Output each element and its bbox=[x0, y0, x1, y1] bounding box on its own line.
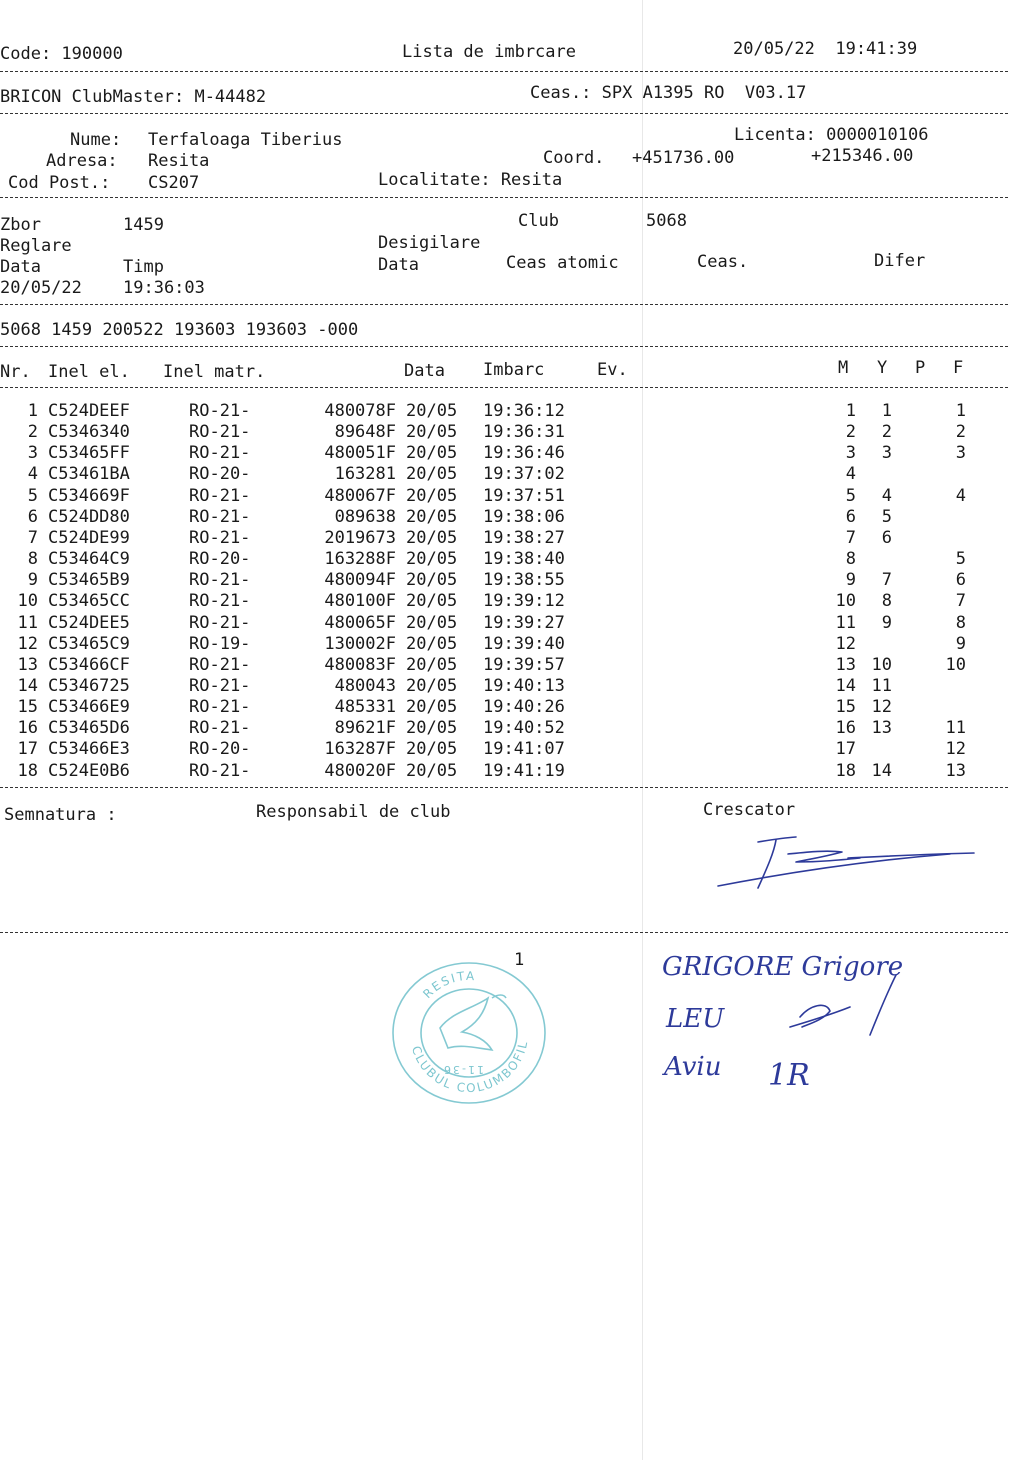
row-inel-el: C53461BA bbox=[48, 464, 130, 485]
row-inel-matr: 480083F bbox=[324, 654, 396, 675]
handwritten-line-2: LEU bbox=[666, 1004, 725, 1034]
row-date: 20/05 bbox=[406, 506, 458, 527]
row-matr-prefix: RO-21- bbox=[189, 485, 251, 506]
row-matr-prefix: RO-21- bbox=[189, 570, 251, 591]
row-inel-el: C53465D6 bbox=[48, 718, 130, 739]
row-nr: 15 bbox=[17, 697, 38, 718]
row-inel-el: C524E0B6 bbox=[48, 760, 130, 781]
row-time: 19:38:06 bbox=[483, 506, 565, 527]
difer-label: Difer bbox=[874, 251, 926, 271]
divider bbox=[0, 113, 1008, 114]
row-time: 19:40:13 bbox=[483, 675, 565, 696]
row-f: 1 bbox=[955, 401, 966, 421]
row-m: 15 bbox=[835, 697, 856, 718]
row-time: 19:38:40 bbox=[483, 549, 565, 570]
row-m: 17 bbox=[835, 739, 856, 760]
row-date: 20/05 bbox=[406, 654, 458, 675]
table-row bbox=[0, 486, 1000, 507]
divider bbox=[0, 197, 1008, 198]
owner-name: Terfaloaga Tiberius bbox=[148, 130, 343, 150]
license-number: Licenta: 0000010106 bbox=[734, 125, 929, 145]
data-label: Data bbox=[0, 257, 41, 277]
table-row bbox=[0, 422, 1000, 443]
col-imbarc: Imbarc bbox=[483, 360, 545, 380]
row-inel-el: C53465CC bbox=[48, 591, 130, 612]
row-date: 20/05 bbox=[406, 570, 458, 591]
row-m: 7 bbox=[845, 527, 856, 548]
row-f: 8 bbox=[955, 612, 966, 633]
reglare-label: Reglare bbox=[0, 236, 72, 256]
row-inel-matr: 480020F bbox=[324, 760, 396, 781]
row-time: 19:36:31 bbox=[483, 422, 565, 443]
handwritten-line-1: GRIGORE Grigore bbox=[662, 952, 904, 982]
code-label: Code: 190000 bbox=[0, 44, 123, 64]
print-datetime: 20/05/22 19:41:39 bbox=[733, 39, 918, 59]
col-y: Y bbox=[877, 358, 888, 378]
row-inel-el: C524DD80 bbox=[48, 506, 130, 527]
row-time: 19:39:12 bbox=[483, 591, 565, 612]
col-m: M bbox=[838, 358, 849, 378]
row-y: 7 bbox=[881, 570, 892, 591]
postal-code: CS207 bbox=[148, 173, 200, 193]
row-matr-prefix: RO-20- bbox=[189, 464, 251, 485]
row-m: 9 bbox=[845, 570, 856, 591]
table-row bbox=[0, 591, 1000, 612]
row-m: 16 bbox=[835, 718, 856, 739]
row-inel-el: C5346340 bbox=[48, 422, 130, 443]
row-date: 20/05 bbox=[406, 697, 458, 718]
row-m: 6 bbox=[845, 506, 856, 527]
row-nr: 1 bbox=[27, 401, 38, 421]
row-y: 2 bbox=[881, 422, 892, 443]
row-f: 3 bbox=[955, 443, 966, 464]
row-y: 13 bbox=[871, 718, 892, 739]
table-row bbox=[0, 401, 1000, 422]
table-row bbox=[0, 464, 1000, 485]
row-date: 20/05 bbox=[406, 739, 458, 760]
row-matr-prefix: RO-19- bbox=[189, 633, 251, 654]
row-time: 19:36:12 bbox=[483, 401, 565, 421]
row-matr-prefix: RO-21- bbox=[189, 612, 251, 633]
row-inel-el: C53466E9 bbox=[48, 697, 130, 718]
row-y: 10 bbox=[871, 654, 892, 675]
row-inel-el: C53466E3 bbox=[48, 739, 130, 760]
col-nr: Nr. bbox=[0, 362, 31, 382]
row-matr-prefix: RO-21- bbox=[189, 718, 251, 739]
postal-label: Cod Post.: bbox=[8, 173, 111, 193]
row-inel-matr: 480100F bbox=[324, 591, 396, 612]
row-matr-prefix: RO-21- bbox=[189, 506, 251, 527]
row-f: 12 bbox=[945, 739, 966, 760]
row-date: 20/05 bbox=[406, 718, 458, 739]
coord-longitude: +215346.00 bbox=[811, 146, 914, 166]
row-inel-matr: 89648F bbox=[334, 422, 396, 443]
row-inel-el: C53465B9 bbox=[48, 570, 130, 591]
row-time: 19:39:40 bbox=[483, 633, 565, 654]
row-m: 10 bbox=[835, 591, 856, 612]
row-date: 20/05 bbox=[406, 464, 458, 485]
table-row bbox=[0, 570, 1000, 591]
row-matr-prefix: RO-21- bbox=[189, 760, 251, 781]
row-time: 19:40:26 bbox=[483, 697, 565, 718]
table-row bbox=[0, 528, 1000, 549]
row-nr: 4 bbox=[27, 464, 38, 485]
row-inel-matr: 485331 bbox=[334, 697, 396, 718]
responsabil-label: Responsabil de club bbox=[256, 802, 451, 822]
row-inel-el: C524DE99 bbox=[48, 527, 130, 548]
row-y: 8 bbox=[881, 591, 892, 612]
row-inel-matr: 163288F bbox=[324, 549, 396, 570]
table-row bbox=[0, 676, 1000, 697]
col-data: Data bbox=[404, 361, 445, 381]
table-row bbox=[0, 443, 1000, 464]
row-inel-matr: 89621F bbox=[334, 718, 396, 739]
table-row bbox=[0, 507, 1000, 528]
row-date: 20/05 bbox=[406, 612, 458, 633]
row-nr: 17 bbox=[17, 739, 38, 760]
row-date: 20/05 bbox=[406, 549, 458, 570]
row-date: 20/05 bbox=[406, 675, 458, 696]
row-matr-prefix: RO-21- bbox=[189, 591, 251, 612]
row-time: 19:36:46 bbox=[483, 443, 565, 464]
clock-id: Ceas.: SPX A1395 RO V03.17 bbox=[530, 83, 807, 103]
row-inel-el: C524DEEF bbox=[48, 401, 130, 421]
divider bbox=[0, 932, 1008, 933]
data-label-2: Data bbox=[378, 255, 419, 275]
row-matr-prefix: RO-21- bbox=[189, 422, 251, 443]
coord-label: Coord. bbox=[543, 148, 605, 168]
row-inel-matr: 480078F bbox=[324, 401, 396, 421]
row-y: 5 bbox=[881, 506, 892, 527]
row-y: 11 bbox=[871, 675, 892, 696]
row-inel-matr: 480094F bbox=[324, 570, 396, 591]
row-nr: 9 bbox=[27, 570, 38, 591]
row-y: 3 bbox=[881, 443, 892, 464]
row-time: 19:39:57 bbox=[483, 654, 565, 675]
col-inel-el: Inel el. bbox=[48, 362, 130, 382]
row-matr-prefix: RO-20- bbox=[189, 549, 251, 570]
desigilare-label: Desigilare bbox=[378, 233, 481, 253]
row-inel-matr: 163281 bbox=[334, 464, 396, 485]
row-nr: 6 bbox=[27, 506, 38, 527]
club-number: 5068 bbox=[646, 211, 687, 231]
col-ev: Ev. bbox=[597, 360, 628, 380]
row-f: 6 bbox=[955, 570, 966, 591]
row-date: 20/05 bbox=[406, 527, 458, 548]
row-matr-prefix: RO-21- bbox=[189, 401, 251, 421]
row-m: 18 bbox=[835, 760, 856, 781]
row-date: 20/05 bbox=[406, 401, 458, 421]
row-time: 19:39:27 bbox=[483, 612, 565, 633]
row-time: 19:37:51 bbox=[483, 485, 565, 506]
row-nr: 8 bbox=[27, 549, 38, 570]
row-date: 20/05 bbox=[406, 633, 458, 654]
row-nr: 13 bbox=[17, 654, 38, 675]
club-stamp bbox=[388, 958, 550, 1108]
document-title: Lista de imbrcare bbox=[402, 42, 576, 62]
row-nr: 16 bbox=[17, 718, 38, 739]
stamp-top-text: RESITA bbox=[420, 968, 477, 1002]
locality: Localitate: Resita bbox=[378, 170, 563, 190]
divider bbox=[0, 71, 1008, 72]
system-id: BRICON ClubMaster: M-44482 bbox=[0, 87, 267, 107]
zbor-label: Zbor bbox=[0, 215, 41, 235]
row-m: 8 bbox=[845, 549, 856, 570]
row-nr: 11 bbox=[17, 612, 38, 633]
row-f: 11 bbox=[945, 718, 966, 739]
row-matr-prefix: RO-21- bbox=[189, 443, 251, 464]
table-row bbox=[0, 655, 1000, 676]
reglare-date: 20/05/22 bbox=[0, 278, 82, 298]
code-line: 5068 1459 200522 193603 193603 -000 bbox=[0, 320, 359, 340]
row-f: 7 bbox=[955, 591, 966, 612]
row-matr-prefix: RO-21- bbox=[189, 527, 251, 548]
zbor-number: 1459 bbox=[123, 215, 164, 235]
handwritten-note bbox=[650, 935, 980, 1105]
row-m: 5 bbox=[845, 485, 856, 506]
row-m: 11 bbox=[835, 612, 856, 633]
row-y: 12 bbox=[871, 697, 892, 718]
row-nr: 18 bbox=[17, 760, 38, 781]
row-m: 13 bbox=[835, 654, 856, 675]
row-date: 20/05 bbox=[406, 422, 458, 443]
row-inel-matr: 480067F bbox=[324, 485, 396, 506]
row-inel-el: C534669F bbox=[48, 485, 130, 506]
name-label: Nume: bbox=[70, 130, 122, 150]
table-row bbox=[0, 718, 1000, 739]
row-f: 9 bbox=[955, 633, 966, 654]
col-f: F bbox=[953, 358, 964, 378]
row-inel-el: C53465FF bbox=[48, 443, 130, 464]
row-inel-matr: 130002F bbox=[324, 633, 396, 654]
row-nr: 12 bbox=[17, 633, 38, 654]
row-inel-matr: 480051F bbox=[324, 443, 396, 464]
row-f: 5 bbox=[955, 549, 966, 570]
divider bbox=[0, 346, 1008, 347]
row-m: 14 bbox=[835, 675, 856, 696]
col-p: P bbox=[915, 358, 926, 378]
table-row bbox=[0, 549, 1000, 570]
row-m: 3 bbox=[845, 443, 856, 464]
table-row bbox=[0, 613, 1000, 634]
reglare-time: 19:36:03 bbox=[123, 278, 205, 298]
handwritten-mark: 1R bbox=[768, 1058, 810, 1093]
row-f: 10 bbox=[945, 654, 966, 675]
row-time: 19:41:07 bbox=[483, 739, 565, 760]
timp-label: Timp bbox=[123, 257, 164, 277]
address-label: Adresa: bbox=[46, 151, 118, 171]
row-inel-matr: 480043 bbox=[334, 675, 396, 696]
row-nr: 10 bbox=[17, 591, 38, 612]
row-inel-matr: 089638 bbox=[334, 506, 396, 527]
row-inel-el: C5346725 bbox=[48, 675, 130, 696]
handwritten-line-3: Aviu bbox=[664, 1052, 722, 1082]
ceas-atomic-label: Ceas atomic bbox=[506, 253, 619, 273]
row-nr: 5 bbox=[27, 485, 38, 506]
row-date: 20/05 bbox=[406, 591, 458, 612]
row-time: 19:38:27 bbox=[483, 527, 565, 548]
col-inel-matr: Inel matr. bbox=[163, 362, 266, 382]
semnatura-label: Semnatura : bbox=[4, 805, 117, 825]
row-y: 1 bbox=[881, 401, 892, 421]
table-row bbox=[0, 697, 1000, 718]
crescator-signature bbox=[700, 830, 990, 900]
divider bbox=[0, 304, 1008, 305]
row-inel-el: C53464C9 bbox=[48, 549, 130, 570]
row-y: 6 bbox=[881, 527, 892, 548]
ceas-label: Ceas. bbox=[697, 252, 749, 272]
divider bbox=[0, 787, 1008, 788]
row-time: 19:40:52 bbox=[483, 718, 565, 739]
club-label: Club bbox=[518, 211, 559, 231]
row-inel-el: C524DEE5 bbox=[48, 612, 130, 633]
row-m: 1 bbox=[845, 401, 856, 421]
row-time: 19:37:02 bbox=[483, 464, 565, 485]
row-time: 19:38:55 bbox=[483, 570, 565, 591]
row-inel-el: C53466CF bbox=[48, 654, 130, 675]
row-date: 20/05 bbox=[406, 485, 458, 506]
row-m: 2 bbox=[845, 422, 856, 443]
owner-address: Resita bbox=[148, 151, 210, 171]
table-row bbox=[0, 634, 1000, 655]
row-date: 20/05 bbox=[406, 760, 458, 781]
row-date: 20/05 bbox=[406, 443, 458, 464]
row-nr: 3 bbox=[27, 443, 38, 464]
row-inel-matr: 480065F bbox=[324, 612, 396, 633]
row-matr-prefix: RO-21- bbox=[189, 697, 251, 718]
row-y: 14 bbox=[871, 760, 892, 781]
crescator-label: Crescator bbox=[703, 800, 796, 820]
stamp-number: 11-36 bbox=[442, 1063, 484, 1076]
row-inel-matr: 2019673 bbox=[324, 527, 396, 548]
row-y: 9 bbox=[881, 612, 892, 633]
stamp-bottom-text: CLUBUL COLUMBOFIL bbox=[408, 1038, 531, 1096]
row-m: 4 bbox=[845, 464, 856, 485]
table-row bbox=[0, 739, 1000, 760]
row-y: 4 bbox=[881, 485, 892, 506]
row-matr-prefix: RO-21- bbox=[189, 654, 251, 675]
row-m: 12 bbox=[835, 633, 856, 654]
divider bbox=[0, 387, 1008, 388]
row-matr-prefix: RO-20- bbox=[189, 739, 251, 760]
row-inel-matr: 163287F bbox=[324, 739, 396, 760]
row-f: 13 bbox=[945, 760, 966, 781]
coord-latitude: +451736.00 bbox=[632, 148, 735, 168]
row-time: 19:41:19 bbox=[483, 760, 565, 781]
row-nr: 2 bbox=[27, 422, 38, 443]
row-f: 4 bbox=[955, 485, 966, 506]
row-nr: 14 bbox=[17, 675, 38, 696]
row-matr-prefix: RO-21- bbox=[189, 675, 251, 696]
table-row bbox=[0, 761, 1000, 782]
row-inel-el: C53465C9 bbox=[48, 633, 130, 654]
row-f: 2 bbox=[955, 422, 966, 443]
row-nr: 7 bbox=[27, 527, 38, 548]
page-number: 1 bbox=[514, 950, 525, 970]
